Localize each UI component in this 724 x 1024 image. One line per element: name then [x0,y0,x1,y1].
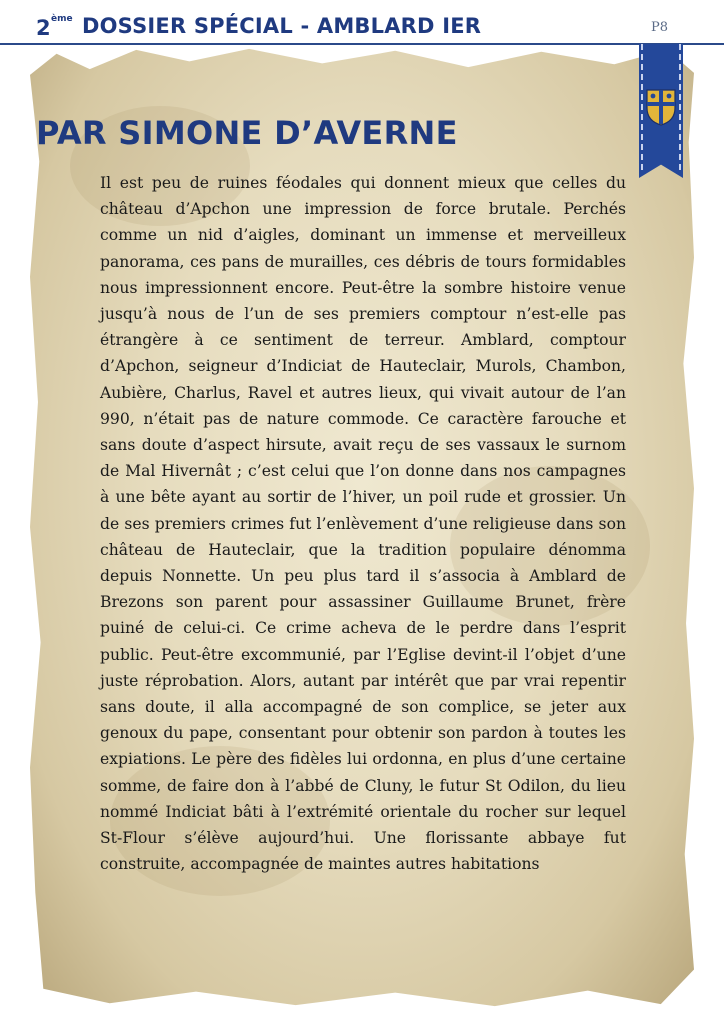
coat-of-arms-icon [645,88,677,126]
issue-number: 2 [36,16,51,40]
article-body: Il est peu de ruines féodales qui donnent mieux que celles du château d’Apchon une impression de force brutale. Perchés comme un nid d’aigles, dominant un immense et merveilleux panorama, ces pans de murailles, ces débris de tours formidables nous impressionnent encore. Peut-être la sombre histoire venue jusqu’à nous de l’un de ses premiers comptour n’est-elle pas étrangère à ce sentiment de terreur. Amblard, comptour d’Apchon, seigneur d’Indiciat de Hauteclair, Murols, Chambon, Aubière, Charlus, Ravel et autres lieux, qui vivait autour de l’an 990, n’était pas de nature commode. Ce caractère farouche et sans doute d’aspect hirsute, avait reçu de ses vassaux le surnom de Mal Hivernât ; c’est celui que l’on donne dans nos campagnes à une bête ayant au sortir de l’hiver, un poil rude et grossier. Un de ses premiers crimes fut l’enlèvement d’une religieuse dans son château de Hauteclair, que la tradition populaire dénomma depuis Nonnette. Un peu plus tard il s’associa à Amblard de Brezons son parent pour assassiner Guillaume Brunet, frère puiné de celui-ci. Ce crime acheva de le perdre dans l’esprit public. Peut-être excommunié, par l’Eglise devint-il l’objet d’une juste réprobation. Alors, autant par intérêt que par vrai repentir sans doute, il alla accompagné de son complice, se jeter aux genoux du pape, consentant pour obtenir son pardon à toutes les expiations. Le père des fidèles lui ordonna, en plus d’une certaine somme, de faire don à l’abbé de Cluny, le futur St Odilon, du lieu nommé Indiciat bâti à l’extrémité orientale du rocher sur lequel St-Flour s’élève aujourd’hui. Une florissante abbaye fut construite, accompagnée de maintes autres habitations [100,174,626,874]
page-header [0,0,724,46]
header-divider [0,43,724,45]
header-title: DOSSIER SPÉCIAL - AMBLARD IER [82,14,482,38]
article-byline: PAR SIMONE D’AVERNE [36,114,458,152]
issue-suffix: ème [51,14,73,24]
page-number: P8 [650,20,668,35]
